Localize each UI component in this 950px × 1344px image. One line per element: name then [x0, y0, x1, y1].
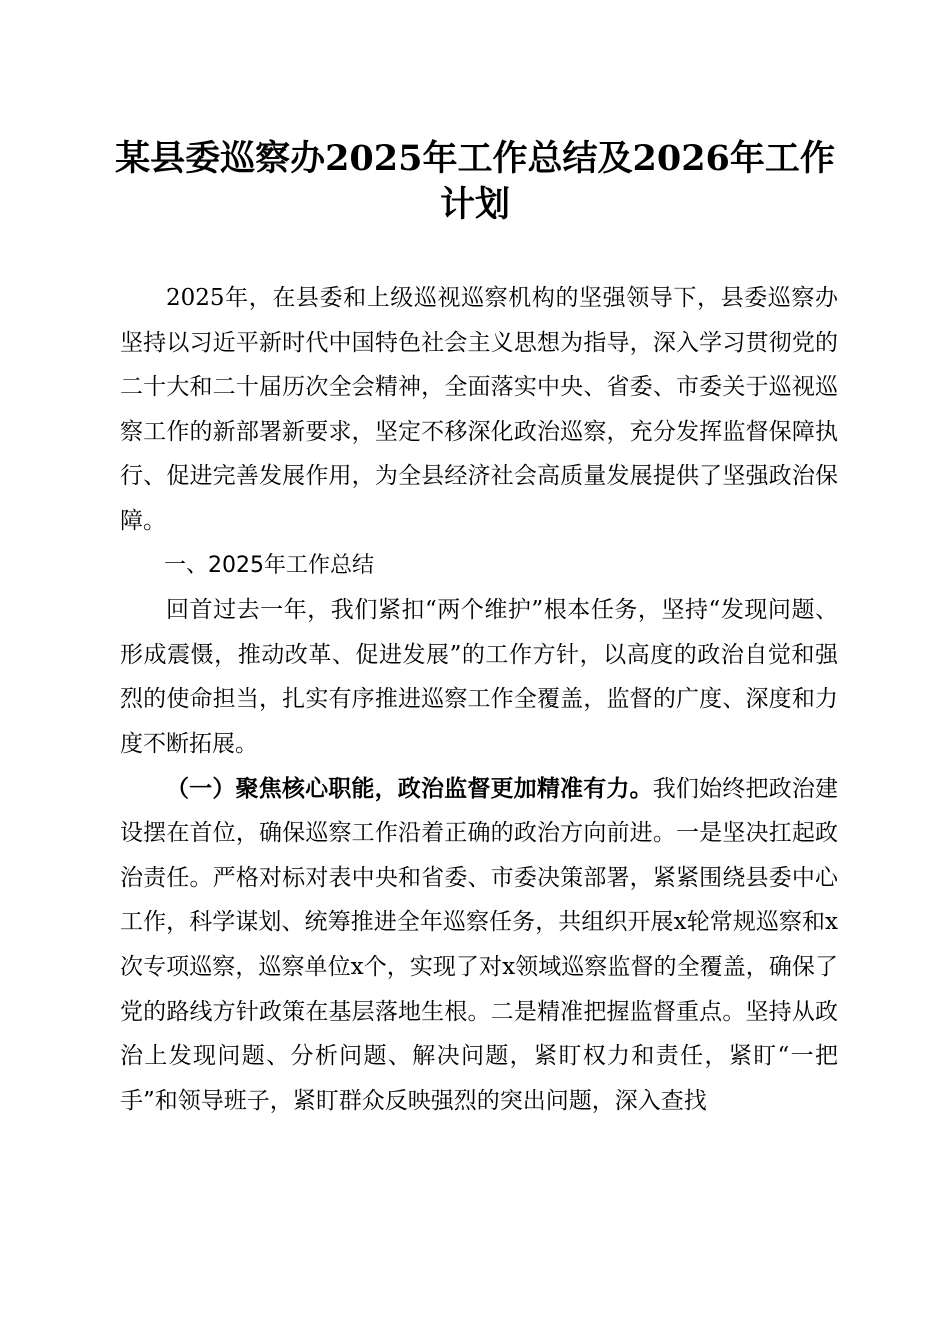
section-heading-2025-summary: 一、2025年工作总结: [164, 552, 374, 578]
document-body: [120, 276, 838, 1123]
paragraph-summary: 回首过去一年，我们紧扣“两个维护”根本任务，坚持“发现问题、形成震慑，推动改革、促进发展”的工作方针，以高度的政治自觉和强烈的使命担当，扎实有序推进巡察工作全覆盖，监督的广度、深度和力度不断拓展。: [120, 597, 838, 757]
paragraph-intro: 2025年，在县委和上级巡视巡察机构的坚强领导下，县委巡察办坚持以习近平新时代中国特色社会主义思想为指导，深入学习贯彻党的二十大和二十届历次全会精神，全面落实中央、省委、市委关于巡视巡察工作的新部署新要求，坚定不移深化政治巡察，充分发挥监督保障执行、促进完善发展作用，为全县经济社会高质量发展提供了坚强政治保障。: [120, 285, 838, 534]
subsection-body-1: 我们始终把政治建设摆在首位，确保巡察工作沿着正确的政治方向前进。一是坚决扛起政治责任。严格对标对表中央和省委、市委决策部署，紧紧围绕县委中心工作，科学谋划、统筹推进全年巡察任务，共组织开展x轮常规巡察和x次专项巡察，巡察单位x个，实现了对x领域巡察监督的全覆盖，确保了党的路线方针政策在基层落地生根。二是精准把握监督重点。坚持从政治上发现问题、分析问题、解决问题，紧盯权力和责任，紧盯“一把手”和领导班子，紧盯群众反映强烈的突出问题，深入查找: [120, 775, 839, 1114]
paragraph-section-1: [120, 767, 838, 1124]
subsection-heading-1: （一）聚焦核心职能，政治监督更加精准有力。: [166, 774, 653, 802]
document-title: 某县委巡察办2025年工作总结及2026年工作计划: [115, 138, 835, 225]
